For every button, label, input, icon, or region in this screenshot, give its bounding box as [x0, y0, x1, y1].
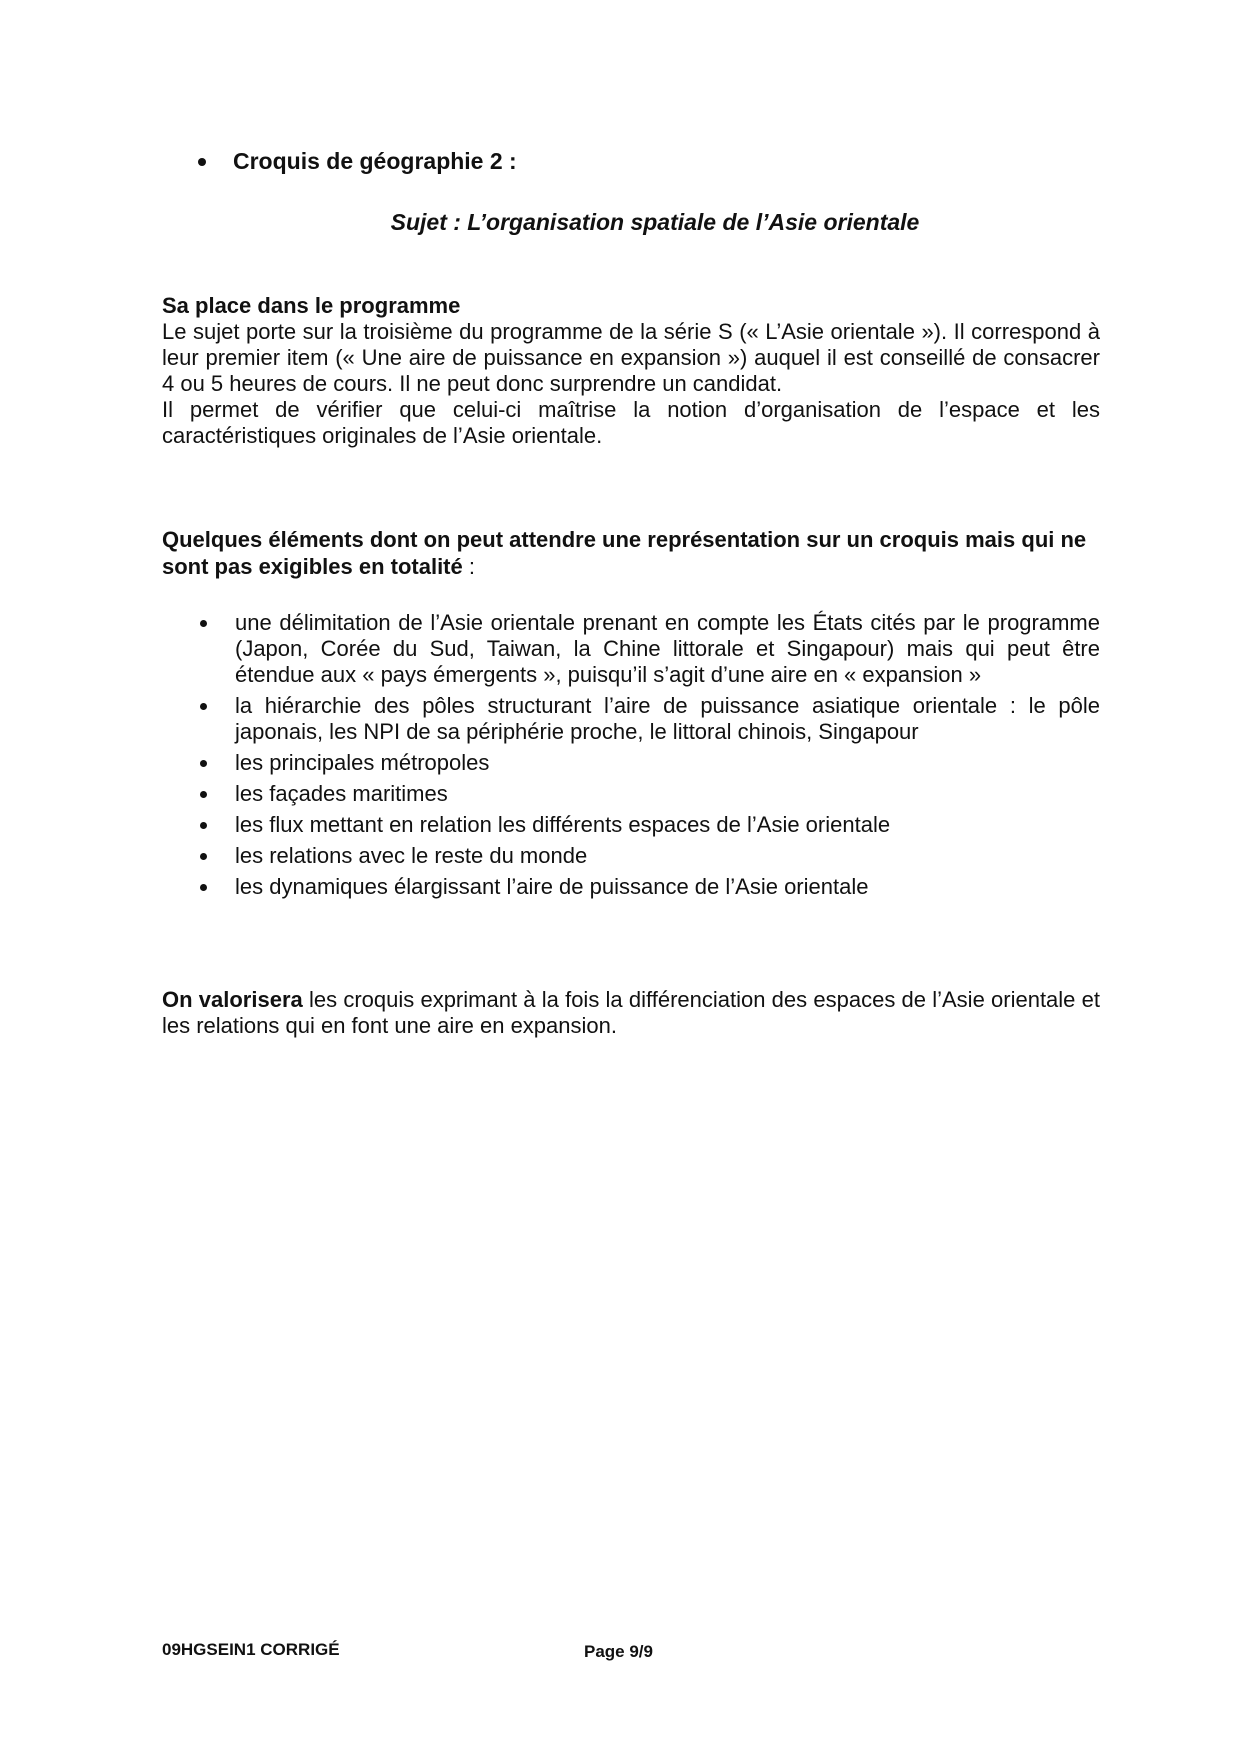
elements-list	[200, 610, 1100, 905]
list-item	[200, 693, 1100, 745]
list-item-text: les relations avec le reste du monde	[235, 843, 588, 868]
list-item-text: les façades maritimes	[235, 781, 448, 806]
list-item	[200, 874, 1100, 900]
bold-lead: On valorisera	[162, 987, 303, 1012]
list-item-text: la hiérarchie des pôles structurant l’aire de puissance asiatique orientale : le pôle japonais, les NPI de sa périphérie proche, le littoral chinois, Singapour	[235, 693, 1100, 744]
list-item-text: une délimitation de l’Asie orientale prenant en compte les États cités par le programme (Japon, Corée du Sud, Taiwan, la Chine littorale et Singapour) mais qui peut être étendue aux « pays émergents », puisqu’il s’agit d’une aire en « expansion »	[235, 610, 1100, 687]
section-title-text: Quelques éléments dont on peut attendre une représentation sur un croquis mais qui ne sont pas exigibles en totalité	[162, 527, 1087, 579]
bullet-icon	[200, 884, 207, 891]
section-title-colon: :	[462, 554, 475, 579]
list-item	[200, 843, 1100, 869]
footer-code: 09HGSEIN1 CORRIGÉ	[162, 1640, 340, 1659]
list-item	[200, 750, 1100, 776]
heading-text: Croquis de géographie 2 :	[233, 148, 517, 174]
section-heading	[198, 148, 517, 175]
paragraph-text: les croquis exprimant à la fois la différenciation des espaces de l’Asie orientale et les relations qui en font une aire en expansion.	[162, 987, 1100, 1038]
list-item-text: les dynamiques élargissant l’aire de puissance de l’Asie orientale	[235, 874, 869, 899]
list-item	[200, 812, 1100, 838]
bullet-icon	[200, 703, 207, 710]
paragraph	[162, 987, 1100, 1039]
list-item-text: les principales métropoles	[235, 750, 490, 775]
paragraph: Le sujet porte sur la troisième du programme de la série S (« L’Asie orientale »). Il correspond à leur premier item (« Une aire de puissance en expansion ») auquel il est conseillé de consacrer 4 ou 5 heures de cours. Il ne peut donc surprendre un candidat.	[162, 319, 1100, 396]
bullet-icon	[200, 760, 207, 767]
bullet-icon	[198, 158, 206, 166]
section-title	[162, 526, 1100, 580]
section-title: Sa place dans le programme	[162, 293, 461, 318]
list-item	[200, 781, 1100, 807]
subject-title: Sujet : L’organisation spatiale de l’Asie orientale	[390, 209, 920, 235]
section-valorisation	[162, 987, 1100, 1039]
bullet-icon	[200, 620, 207, 627]
section-elements	[162, 526, 1100, 580]
paragraph: Il permet de vérifier que celui-ci maîtrise la notion d’organisation de l’espace et les caractéristiques originales de l’Asie orientale.	[162, 397, 1100, 448]
bullet-icon	[200, 853, 207, 860]
section-program-place	[162, 293, 1100, 449]
list-item-text: les flux mettant en relation les différents espaces de l’Asie orientale	[235, 812, 891, 837]
bullet-icon	[200, 791, 207, 798]
list-item	[200, 610, 1100, 688]
page-number: Page 9/9	[584, 1642, 653, 1661]
bullet-icon	[200, 822, 207, 829]
